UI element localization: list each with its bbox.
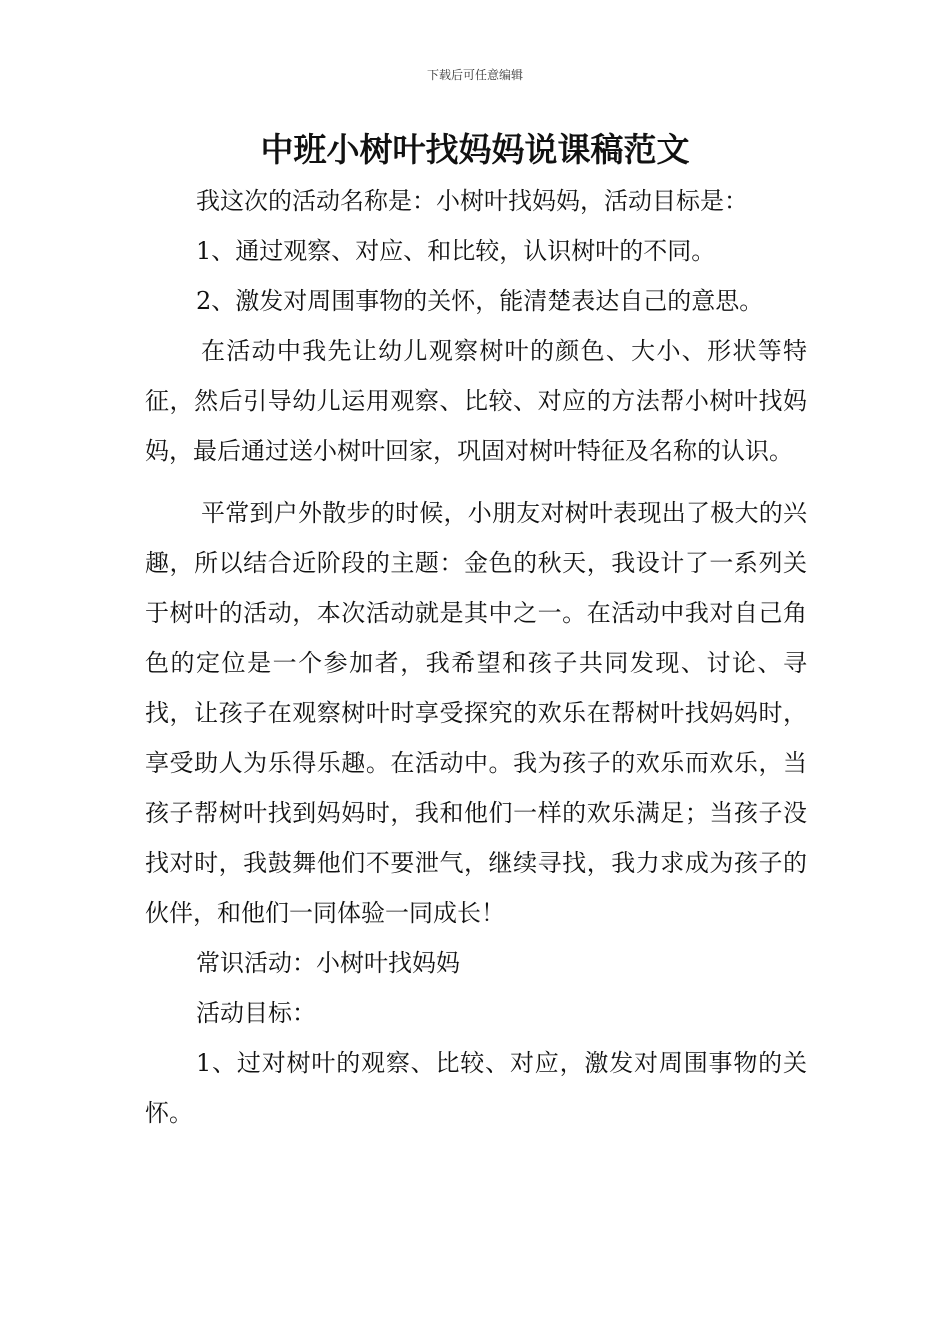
header-note: 下载后可任意编辑 [426, 68, 523, 82]
document-body [145, 176, 807, 1138]
paragraph-goal-detail-1: 1、过对树叶的观察、比较、对应，激发对周围事物的关怀。 [145, 1049, 807, 1127]
paragraph-goal-1: 1、通过观察、对应、和比较，认识树叶的不同。 [196, 237, 716, 265]
page-title: 中班小树叶找妈妈说课稿范文 [260, 130, 690, 169]
paragraph-activity-title: 常识活动：小树叶找妈妈 [196, 949, 460, 977]
paragraph-goals-heading: 活动目标： [196, 999, 316, 1027]
paragraph-design-reflection: 平常到户外散步的时候，小朋友对树叶表现出了极大的兴趣，所以结合近阶段的主题：金色的秋天，我设计了一系列关于树叶的活动，本次活动就是其中之一。在活动中我对自己角色的定位是一个参加者，我希望和孩子共同发现、讨论、寻找，让孩子在观察树叶时享受探究的欢乐在帮树叶找妈妈时，享受助人为乐得乐趣。在活动中。我为孩子的欢乐而欢乐，当孩子帮树叶找到妈妈时，我和他们一样的欢乐满足；当孩子没找对时，我鼓舞他们不要泄气，继续寻找，我力求成为孩子的伙伴，和他们一同体验一同成长！ [145, 499, 807, 927]
paragraph-activity-process: 在活动中我先让幼儿观察树叶的颜色、大小、形状等特征，然后引导幼儿运用观察、比较、对应的方法帮小树叶找妈妈，最后通过送小树叶回家，巩固对树叶特征及名称的认识。 [145, 337, 807, 465]
paragraph-activity-name: 我这次的活动名称是：小树叶找妈妈，活动目标是： [196, 187, 748, 215]
paragraph-goal-2: 2、激发对周围事物的关怀，能清楚表达自己的意思。 [196, 287, 764, 315]
